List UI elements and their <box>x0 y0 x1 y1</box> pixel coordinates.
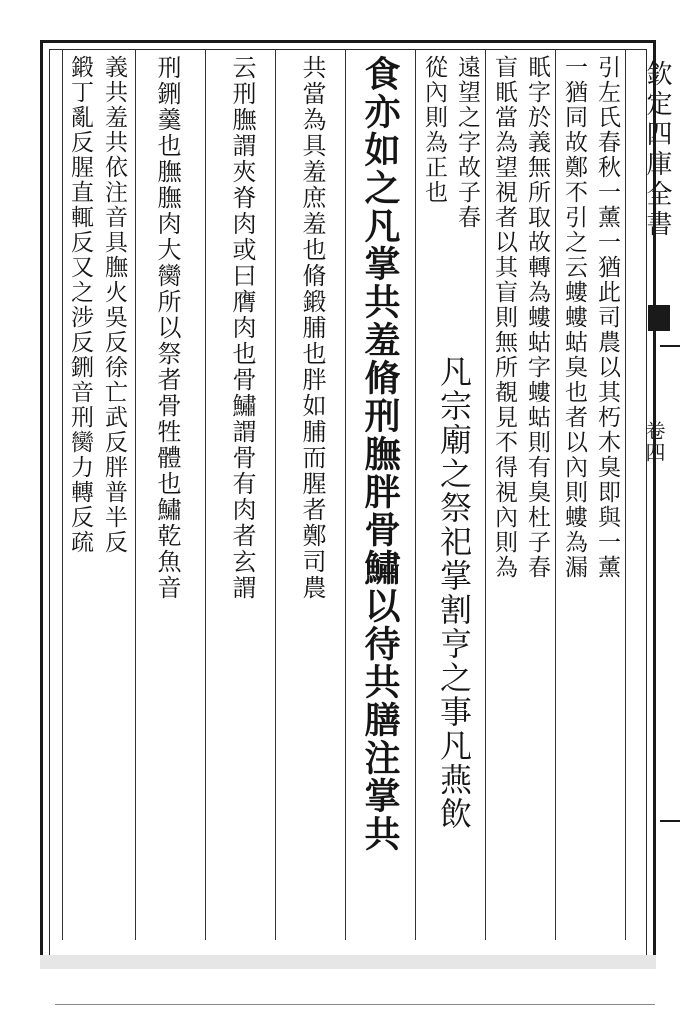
bottom-border-band <box>40 955 656 969</box>
bottom-rule <box>55 1004 655 1005</box>
text-column-4: 盲眂當為望視者以其盲則無所覩見不得視內則為 <box>491 55 517 580</box>
text-column-3: 眂字於義無所取故轉為螻蛄字螻蛄則有臭杜子春 <box>524 55 550 580</box>
collection-title: 欽定四庫全書 <box>642 60 672 240</box>
text-column-6: 從內則為正也 <box>421 55 447 205</box>
text-column-8: 共當為具羞庶羞也脩鍛脯也胖如脯而腥者鄭司農 <box>298 55 326 601</box>
column-rule <box>345 50 346 940</box>
text-column-10: 刑鉶羹也膴膴肉大臠所以祭者骨牲體也鱐乾魚音 <box>153 55 181 601</box>
column-rule <box>135 50 136 940</box>
fish-tail-mark <box>648 305 670 331</box>
column-rule <box>275 50 276 940</box>
column-rule <box>62 50 63 940</box>
column-rule <box>555 50 556 940</box>
text-column-11: 義共羞共依注音具膴火吳反徐亡武反胖普半反 <box>101 55 127 555</box>
margin-divider-top <box>660 345 680 347</box>
column-rule <box>205 50 206 940</box>
text-column-7: 食亦如之凡掌共羞脩刑膴胖骨鱐以待共膳注掌共 <box>359 55 401 853</box>
inner-border <box>49 49 647 959</box>
text-column-9: 云刑膴謂夾脊肉或曰膺肉也骨鱐謂骨有肉者玄謂 <box>228 55 256 601</box>
text-column-5: 遠望之字故子春 <box>454 55 480 230</box>
text-column-12: 鍛丁亂反腥直輒反又之涉反鉶音刑臠力轉反疏 <box>67 55 93 555</box>
column-rule <box>415 50 416 940</box>
text-column-5b: 凡宗廟之祭祀掌割亨之事凡燕飲 <box>435 355 473 831</box>
column-rule <box>485 50 486 940</box>
juan-number: 卷四 <box>642 420 666 464</box>
text-column-1: 引左氏春秋一薰一猶此司農以其朽木臭即與一薰 <box>594 55 620 580</box>
margin-divider-bottom <box>660 820 680 822</box>
column-rule <box>625 50 626 940</box>
text-column-2: 一猶同故鄭不引之云螻螻蛄臭也者以內則螻為漏 <box>561 55 587 580</box>
